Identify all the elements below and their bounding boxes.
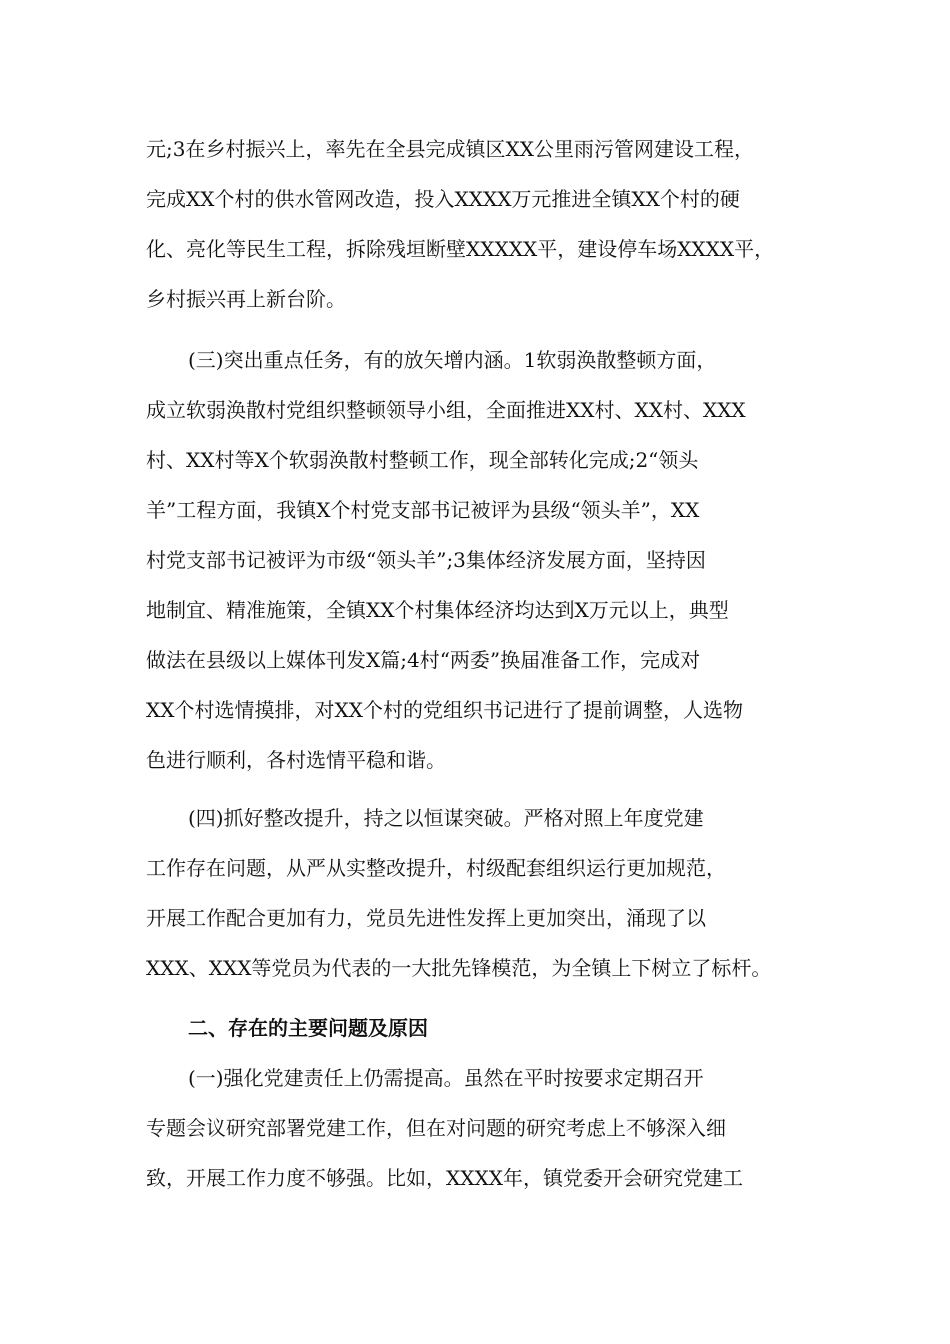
text-line: 地制宜、精准施策，全镇XX个村集体经济均达到X万元以上，典型 <box>146 598 729 622</box>
text-line: XX个村选情摸排，对XX个村的党组织书记进行了提前调整，人选物 <box>146 698 743 722</box>
paragraph-start-line: (三)突出重点任务，有的放矢增内涵。1软弱涣散整顿方面， <box>188 348 717 372</box>
text-line: 化、亮化等民生工程，拆除残垣断壁XXXXX平，建设停车场XXXX平， <box>146 237 775 261</box>
text-line: 开展工作配合更加有力，党员先进性发挥上更加突出，涌现了以 <box>146 906 706 930</box>
text-line: 村党支部书记被评为市级“领头羊”;3集体经济发展方面，坚持因 <box>146 548 706 572</box>
paragraph-start-line: (一)强化党建责任上仍需提高。虽然在平时按要求定期召开 <box>188 1066 704 1090</box>
paragraph-start-line: (四)抓好整改提升，持之以恒谋突破。严格对照上年度党建 <box>188 806 704 830</box>
text-line: 致，开展工作力度不够强。比如，XXXX年，镇党委开会研究党建工 <box>146 1166 743 1190</box>
text-line: 乡村振兴再上新台阶。 <box>146 287 346 311</box>
section-heading: 二、存在的主要问题及原因 <box>188 1016 428 1040</box>
text-line: 元;3在乡村振兴上，率先在全县完成镇区XX公里雨污管网建设工程， <box>146 137 754 161</box>
text-line: 工作存在问题，从严从实整改提升，村级配套组织运行更加规范， <box>146 856 726 880</box>
text-line: 成立软弱涣散村党组织整顿领导小组，全面推进XX村、XX村、XXX <box>146 398 746 422</box>
text-line: 做法在县级以上媒体刊发X篇;4村“两委”换届准备工作，完成对 <box>146 648 701 672</box>
text-line: 羊”工程方面，我镇X个村党支部书记被评为县级“领头羊”，XX <box>146 498 700 522</box>
text-line: XXX、XXX等党员为代表的一大批先锋模范，为全镇上下树立了标杆。 <box>146 956 772 980</box>
text-line: 村、XX村等X个软弱涣散村整顿工作，现全部转化完成;2“领头 <box>146 448 699 472</box>
text-line: 专题会议研究部署党建工作，但在对问题的研究考虑上不够深入细 <box>146 1116 726 1140</box>
text-line: 完成XX个村的供水管网改造，投入XXXX万元推进全镇XX个村的硬 <box>146 187 740 211</box>
text-line: 色进行顺利，各村选情平稳和谐。 <box>146 748 446 772</box>
